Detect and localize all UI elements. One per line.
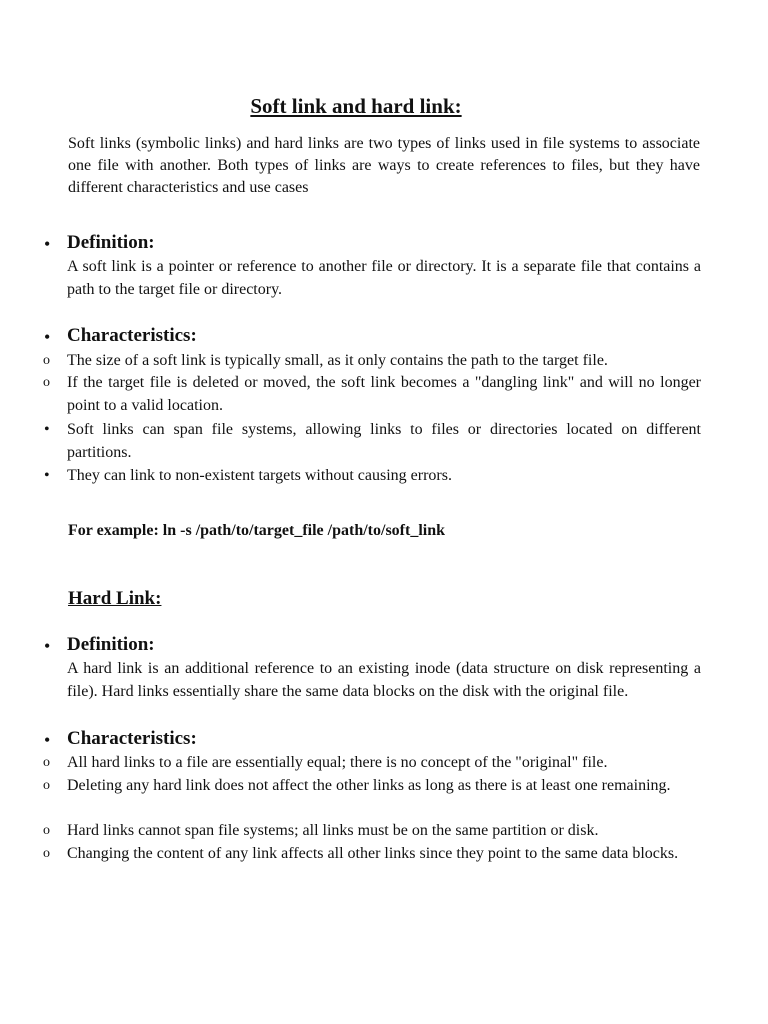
bullet-marker: •	[44, 421, 50, 438]
circle-marker: o	[43, 755, 50, 770]
circle-marker: o	[43, 778, 50, 793]
circle-marker: o	[43, 375, 50, 390]
bullet-marker: •	[44, 636, 51, 656]
hard-definition-text: A hard link is an additional reference to an existing inode (data structure on disk representing a file). Hard links essentially share the same data blocks on the disk with the original file.	[67, 660, 701, 700]
bullet-marker: •	[44, 327, 51, 347]
circle-marker: o	[43, 353, 50, 368]
soft-item-2: If the target file is deleted or moved, the soft link becomes a "dangling link" and will no longer point to a valid location.	[67, 374, 701, 414]
soft-item-4: They can link to non-existent targets without causing errors.	[67, 467, 452, 484]
circle-marker: o	[43, 823, 50, 838]
hard-item-3: Hard links cannot span file systems; all links must be on the same partition or disk.	[67, 822, 599, 839]
soft-item-1: The size of a soft link is typically small, as it only contains the path to the target file.	[67, 352, 608, 369]
intro-paragraph: Soft links (symbolic links) and hard links are two types of links used in file systems to associate one file with another. Both types of links are ways to create references to files, but they have different characteristics and use cases	[68, 135, 700, 196]
page-title: Soft link and hard link:	[250, 94, 462, 118]
hard-characteristics-heading: Characteristics:	[67, 728, 197, 749]
soft-characteristics-heading: Characteristics:	[67, 325, 197, 346]
soft-definition-heading: Definition:	[67, 232, 155, 253]
bullet-marker: •	[44, 467, 50, 484]
soft-item-3: Soft links can span file systems, allowing links to files or directories located on different partitions.	[67, 421, 701, 461]
hard-item-1: All hard links to a file are essentially equal; there is no concept of the "original" file.	[67, 754, 608, 771]
bullet-marker: •	[44, 730, 51, 750]
bullet-marker: •	[44, 234, 51, 254]
hard-link-heading: Hard Link:	[68, 588, 162, 609]
hard-item-4: Changing the content of any link affects all other links since they point to the same data blocks.	[67, 845, 679, 862]
hard-item-2: Deleting any hard link does not affect the other links as long as there is at least one remaining.	[67, 777, 671, 794]
hard-definition-heading: Definition:	[67, 634, 155, 655]
soft-definition-text: A soft link is a pointer or reference to another file or directory. It is a separate file that contains a path to the target file or directory.	[67, 258, 701, 298]
circle-marker: o	[43, 846, 50, 861]
soft-link-example: For example: ln -s /path/to/target_file /path/to/soft_link	[68, 522, 446, 539]
